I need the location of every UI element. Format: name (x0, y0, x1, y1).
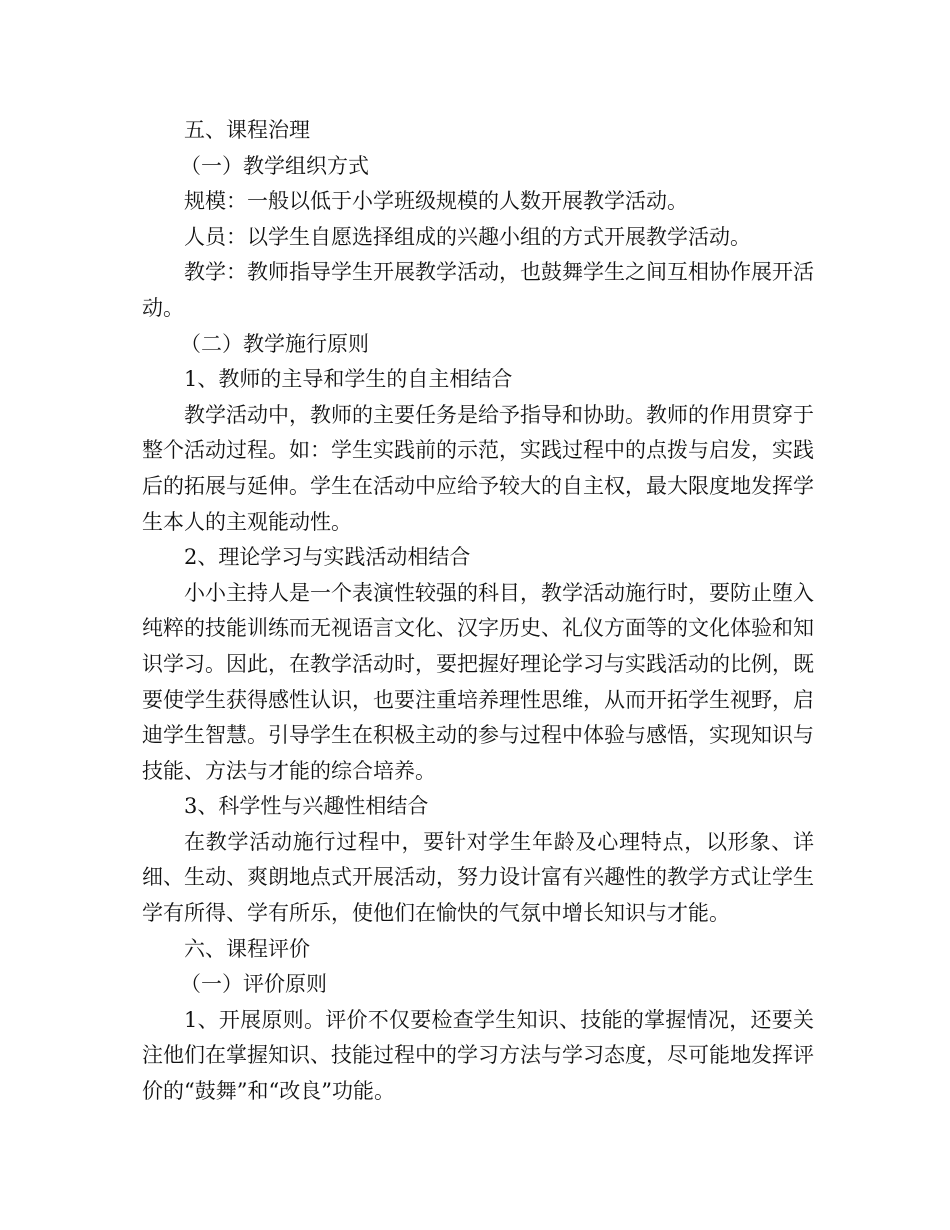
principle-heading-1: 1、教师的主导和学生的自主相结合 (184, 367, 513, 392)
subsection-heading-teaching-organization: （一）教学组织方式 (180, 153, 369, 178)
document-body (142, 113, 814, 1110)
subsection-heading-evaluation-principles: （一）评价原则 (180, 972, 327, 997)
paragraph-personnel: 人员：以学生自愿选择组成的兴趣小组的方式开展教学活动。 (184, 224, 751, 249)
subsection-heading-teaching-principles: （二）教学施行原则 (180, 331, 369, 356)
paragraph-teaching: 教学：教师指导学生开展教学活动，也鼓舞学生之间互相协作展开活动。 (142, 260, 814, 320)
principle-heading-3: 3、科学性与兴趣性相结合 (184, 794, 429, 819)
principle-heading-2: 2、理论学习与实践活动相结合 (184, 545, 471, 570)
paragraph-principle-1: 教学活动中，教师的主要任务是给予指导和协助。教师的作用贯穿于整个活动过程。如：学生实践前的示范，实践过程中的点拨与启发，实践后的拓展与延伸。学生在活动中应给予较大的自主权，最大限度地发挥学生本人的主观能动性。 (142, 402, 814, 534)
paragraph-development-principle: 1、开展原则。评价不仅要检查学生知识、技能的掌握情况，还要关注他们在掌握知识、技能过程中的学习方法与学习态度，尽可能地发挥评价的“鼓舞”和“改良”功能。 (142, 1007, 814, 1104)
paragraph-principle-3: 在教学活动施行过程中，要针对学生年龄及心理特点，以形象、详细、生动、爽朗地点式开展活动，努力设计富有兴趣性的教学方式让学生学有所得、学有所乐，使他们在愉快的气氛中增长知识与才能。 (142, 829, 814, 926)
paragraph-scale: 规模：一般以低于小学班级规模的人数开展教学活动。 (184, 189, 688, 214)
paragraph-principle-2: 小小主持人是一个表演性较强的科目，教学活动施行时，要防止堕入纯粹的技能训练而无视语言文化、汉字历史、礼仪方面等的文化体验和知识学习。因此，在教学活动时，要把握好理论学习与实践活动的比例，既要使学生获得感性认识，也要注重培养理性思维，从而开拓学生视野，启迪学生智慧。引导学生在积极主动的参与过程中体验与感悟，实现知识与技能、方法与才能的综合培养。 (142, 580, 814, 783)
section-heading-course-management: 五、课程治理 (184, 118, 310, 142)
section-heading-course-evaluation: 六、课程评价 (184, 936, 310, 961)
